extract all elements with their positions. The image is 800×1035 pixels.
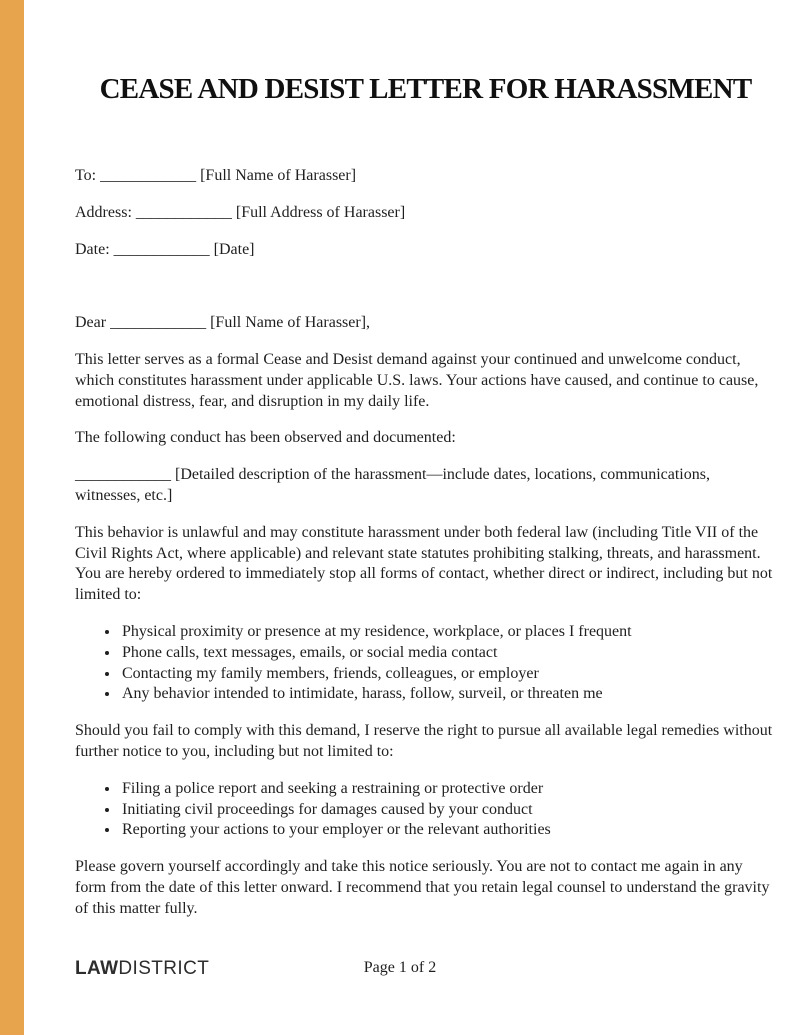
list-item: • Filing a police report and seeking a restraining or protective order [120,779,776,800]
logo-text-bold: LAW [75,957,119,979]
logo-text-regular: DISTRICT [118,957,210,979]
list-item: • Reporting your actions to your employer or the relevant authorities [120,820,776,841]
legal-basis-paragraph: This behavior is unlawful and may constitute harassment under both federal law (including Title VII of the Civil Rights Act, where applicable) and relevant state statutes prohibiting stalking, threats, and harassment. You are hereby ordered to immediately stop all forms of contact, whether direct or indirect, including but not limited to: [75,523,773,604]
list-item: • Physical proximity or presence at my residence, workplace, or places I frequent [120,622,776,643]
conduct-lead-paragraph: The following conduct has been observed and documented: [75,429,456,447]
intro-paragraph: This letter serves as a formal Cease and Desist demand against your continued and unwelcome conduct, which constitutes harassment under applicable U.S. laws. Your actions have caused, and continue to cause, emotional distress, fear, and disruption in my daily life. [75,350,759,410]
left-accent-bar [0,0,24,1035]
list-item: • Any behavior intended to intimidate, harass, follow, surveil, or threaten me [120,684,776,705]
prohibited-conduct-list [75,622,776,705]
field-date: Date: ____________ [Date] [75,241,255,259]
list-item: • Phone calls, text messages, emails, or social media contact [120,643,776,664]
letter-content [24,0,776,984]
document-title: CEASE AND DESIST LETTER FOR HARASSMENT [99,73,752,105]
conduct-description-blank: ____________ [Detailed description of the harassment—include dates, locations, communications, witnesses, etc.] [75,466,710,504]
remedies-lead-paragraph: Should you fail to comply with this demand, I reserve the right to pursue all available legal remedies without further notice to you, including but not limited to: [75,722,773,760]
legal-remedies-list [75,779,776,841]
salutation-line: Dear ____________ [Full Name of Harasser], [75,314,371,332]
field-to: To: ____________ [Full Name of Harasser] [75,166,357,184]
page-footer [75,958,776,984]
list-item: • Contacting my family members, friends, colleagues, or employer [120,664,776,685]
field-address: Address: ____________ [Full Address of Harasser] [75,204,406,222]
closing-paragraph: Please govern yourself accordingly and take this notice seriously. You are not to contact me again in any form from the date of this letter onward. I recommend that you retain legal counsel to understand the gravity of this matter fully. [75,858,770,917]
page-number-indicator: Page 1 of 2 [363,958,437,976]
list-item: • Initiating civil proceedings for damages caused by your conduct [120,800,776,821]
